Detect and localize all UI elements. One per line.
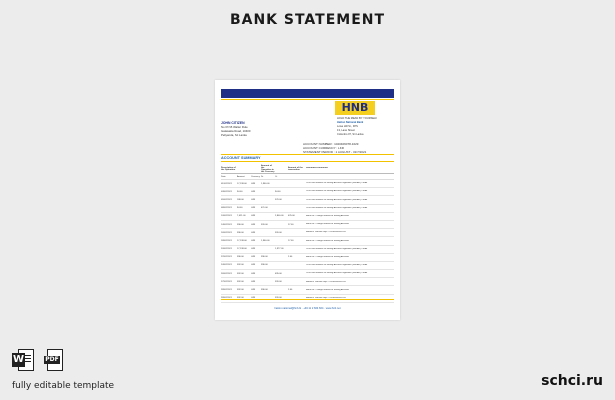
- table-row: [221, 229, 394, 237]
- word-file-icon: [12, 349, 34, 373]
- table-row: [221, 188, 394, 196]
- bank-address-line: HOLD THE MEAN BY YOURSELF: [337, 117, 378, 120]
- table-cell: 1,960.00: [261, 182, 270, 185]
- subheader-cell: Date: [221, 175, 226, 178]
- table-cell: 376.00: [275, 198, 282, 201]
- table-cell: Bank inc. Charge Interest of Saving Account: [306, 288, 349, 291]
- table-cell: LKR: [251, 248, 256, 251]
- format-icons: [12, 349, 63, 373]
- table-cell: 94.00: [275, 190, 281, 193]
- bank-address-line: Lowe Hill St., FPS: [337, 125, 358, 128]
- table-cell: LKR: [251, 223, 256, 226]
- table-cell: 17.00: [288, 239, 294, 242]
- statement-preview[interactable]: [215, 80, 400, 320]
- table-cell: CDR 040 Balance of Saving Account Signature (Sender) Credit: [306, 206, 368, 209]
- table-cell: CDR 040 Balance of Saving Account Signature (Sender) Credit: [306, 247, 368, 250]
- table-row: [221, 270, 394, 278]
- table-cell: 28/02/2021: [221, 289, 232, 292]
- subheader-cell: Amount: [237, 175, 245, 178]
- statement-footer: hatton.national@hnb.lk · +94 11 2 664 664 · www.hnb.net: [274, 307, 341, 310]
- table-cell: CDR 040 Balance of Saving Account Signature (Sender) Credit: [306, 190, 368, 193]
- table-cell: 421.00: [261, 207, 268, 210]
- bank-logo: HNB: [335, 101, 375, 115]
- table-cell: LKR: [251, 190, 256, 193]
- pdf-file-icon: [41, 349, 63, 373]
- table-cell: Bank inc. Charge Interest of Saving Account: [306, 215, 349, 218]
- table-cell: Bank inc. Charge Interest of Saving Account: [306, 223, 349, 226]
- table-row: [221, 221, 394, 229]
- table-cell: CDR 040 Balance of Saving Account Signature (Sender) Credit: [306, 264, 368, 267]
- site-brand[interactable]: schci.ru: [541, 373, 603, 389]
- table-cell: Balance Transfer Slip 17C6S4990W2031: [306, 296, 346, 299]
- template-caption: fully editable template: [12, 381, 115, 391]
- table-cell: 18/02/2021: [221, 239, 232, 242]
- table-cell: 94.00: [237, 207, 243, 210]
- table-cell: 326.00: [275, 280, 282, 283]
- bank-address-line: Colombo 07, Sri Lanka: [337, 133, 364, 136]
- customer-block: [221, 121, 311, 137]
- table-cell: 7,421.00: [237, 215, 246, 218]
- table-cell: 17,138.00: [237, 239, 247, 242]
- table-row: [221, 180, 394, 188]
- table-cell: LKR: [251, 272, 256, 275]
- table-cell: Bank inc. Charge Interest of Saving Account: [306, 239, 349, 242]
- table-cell: 396.00: [237, 256, 244, 259]
- customer-address-line: No 07/15 Walter Rule: [221, 125, 248, 129]
- table-row: [221, 246, 394, 254]
- table-cell: 16/02/2021: [221, 231, 232, 234]
- customer-address-line: Peliyanda, Sri Lanka: [221, 133, 247, 137]
- table-row: [221, 262, 394, 270]
- table-cell: LKR: [251, 239, 256, 242]
- table-cell: LKR: [251, 264, 256, 267]
- table-cell: 17,138.00: [237, 248, 247, 251]
- header-cell: Document Reference: [306, 167, 328, 170]
- table-cell: LKR: [251, 280, 256, 283]
- table-row: [221, 213, 394, 221]
- bank-name: Hatton National Bank: [337, 121, 364, 124]
- transactions-table: [221, 164, 394, 303]
- table-cell: 24/02/2021: [221, 264, 232, 267]
- table-cell: 495.00: [275, 272, 282, 275]
- table-cell: 20/02/2021: [221, 248, 232, 251]
- statement-banner: [221, 89, 394, 98]
- table-row: [221, 278, 394, 286]
- table-row: [221, 237, 394, 245]
- account-summary-title: ACCOUNT SUMMARY: [221, 156, 261, 160]
- account-info: [303, 142, 398, 154]
- table-cell: 396.00: [261, 289, 268, 292]
- table-cell: 2.00: [288, 256, 293, 259]
- table-cell: 26/02/2021: [221, 272, 232, 275]
- table-cell: Bank inc. Charge Interest of Saving Account: [306, 255, 349, 258]
- table-cell: CDR 040 Balance of Saving Account Signature (Sender) Credit: [306, 272, 368, 275]
- table-cell: 22/02/2021: [221, 256, 232, 259]
- table-cell: 396.00: [237, 231, 244, 234]
- table-cell: 17,138.00: [237, 182, 247, 185]
- table-header: [221, 164, 394, 174]
- table-cell: 2.00: [288, 289, 293, 292]
- table-cell: 592.00: [237, 289, 244, 292]
- table-cell: 27/02/2021: [221, 280, 232, 283]
- subheader-cell: Cr: [275, 175, 278, 178]
- banner-accent-line: [221, 99, 394, 100]
- table-cell: 326.00: [261, 223, 268, 226]
- table-cell: LKR: [251, 182, 256, 185]
- subheader-cell: Currency: [251, 175, 260, 178]
- table-cell: 396.00: [261, 264, 268, 267]
- table-row: [221, 196, 394, 204]
- table-cell: 05/02/2021: [221, 198, 232, 201]
- table-cell: Balance Transfer Slip 17C6S4990W2031: [306, 280, 346, 283]
- table-cell: 188.00: [237, 198, 244, 201]
- table-cell: 10/02/2021: [221, 215, 232, 218]
- table-body: [221, 180, 394, 303]
- pdf-badge: PDF: [45, 356, 59, 363]
- table-cell: LKR: [251, 207, 256, 210]
- account-number: ACCOUNT NUMBER : 1020406078-1029: [303, 142, 359, 146]
- table-cell: 27.00: [288, 223, 294, 226]
- table-row: [221, 286, 394, 294]
- header-cell: Description of the Operation: [221, 166, 236, 171]
- table-cell: 396.00: [237, 223, 244, 226]
- table-cell: 592.00: [237, 272, 244, 275]
- divider: [221, 154, 394, 155]
- subheader-cell: Dr: [261, 175, 264, 178]
- statement-period: STATEMENT PERIOD : 1 AUGUST - 31/7/2021: [303, 150, 367, 154]
- table-cell: 01/02/2021: [221, 182, 232, 185]
- divider: [221, 161, 394, 162]
- table-cell: 94.00: [237, 190, 243, 193]
- table-cell: 592.00: [237, 264, 244, 267]
- bank-address: [337, 117, 397, 137]
- table-cell: 1,977.00: [275, 248, 284, 251]
- table-cell: 396.00: [261, 256, 268, 259]
- bank-address-line: 13, Lane Street: [337, 129, 355, 132]
- table-cell: CDR 040 Balance of Saving Account Signature (Sender) Credit: [306, 182, 368, 185]
- table-cell: Balance Transfer Slip 17C6S4990W2031: [306, 231, 346, 234]
- table-cell: 14/02/2021: [221, 223, 232, 226]
- table-cell: 08/02/2021: [221, 207, 232, 210]
- table-cell: 326.00: [275, 231, 282, 234]
- table-cell: 03/02/2021: [221, 190, 232, 193]
- table-cell: LKR: [251, 289, 256, 292]
- customer-address-line: Galawatta Road, 10400: [221, 129, 251, 133]
- table-cell: LKR: [251, 198, 256, 201]
- table-cell: LKR: [251, 256, 256, 259]
- table-cell: 2,800.00: [275, 215, 284, 218]
- page-title: BANK STATEMENT: [229, 12, 386, 28]
- table-row: [221, 254, 394, 262]
- table-cell: 1,960.00: [261, 239, 270, 242]
- customer-name: JOHN CITIZEN: [221, 121, 245, 125]
- table-cell: 425.00: [288, 215, 295, 218]
- word-badge: W: [12, 354, 25, 365]
- account-currency: ACCOUNT CURRENCY : LKR: [303, 146, 344, 150]
- header-cell: Amount of the transaction: [288, 166, 303, 171]
- table-row: [221, 205, 394, 213]
- table-cell: 592.00: [237, 280, 244, 283]
- header-cell: Amount of the Operation in the Currency: [261, 164, 275, 173]
- table-cell: LKR: [251, 215, 256, 218]
- text-lines-icon: [25, 355, 31, 364]
- table-cell: CDR 040 Balance of Saving Account Signature (Sender) Credit: [306, 198, 368, 201]
- table-cell: LKR: [251, 231, 256, 234]
